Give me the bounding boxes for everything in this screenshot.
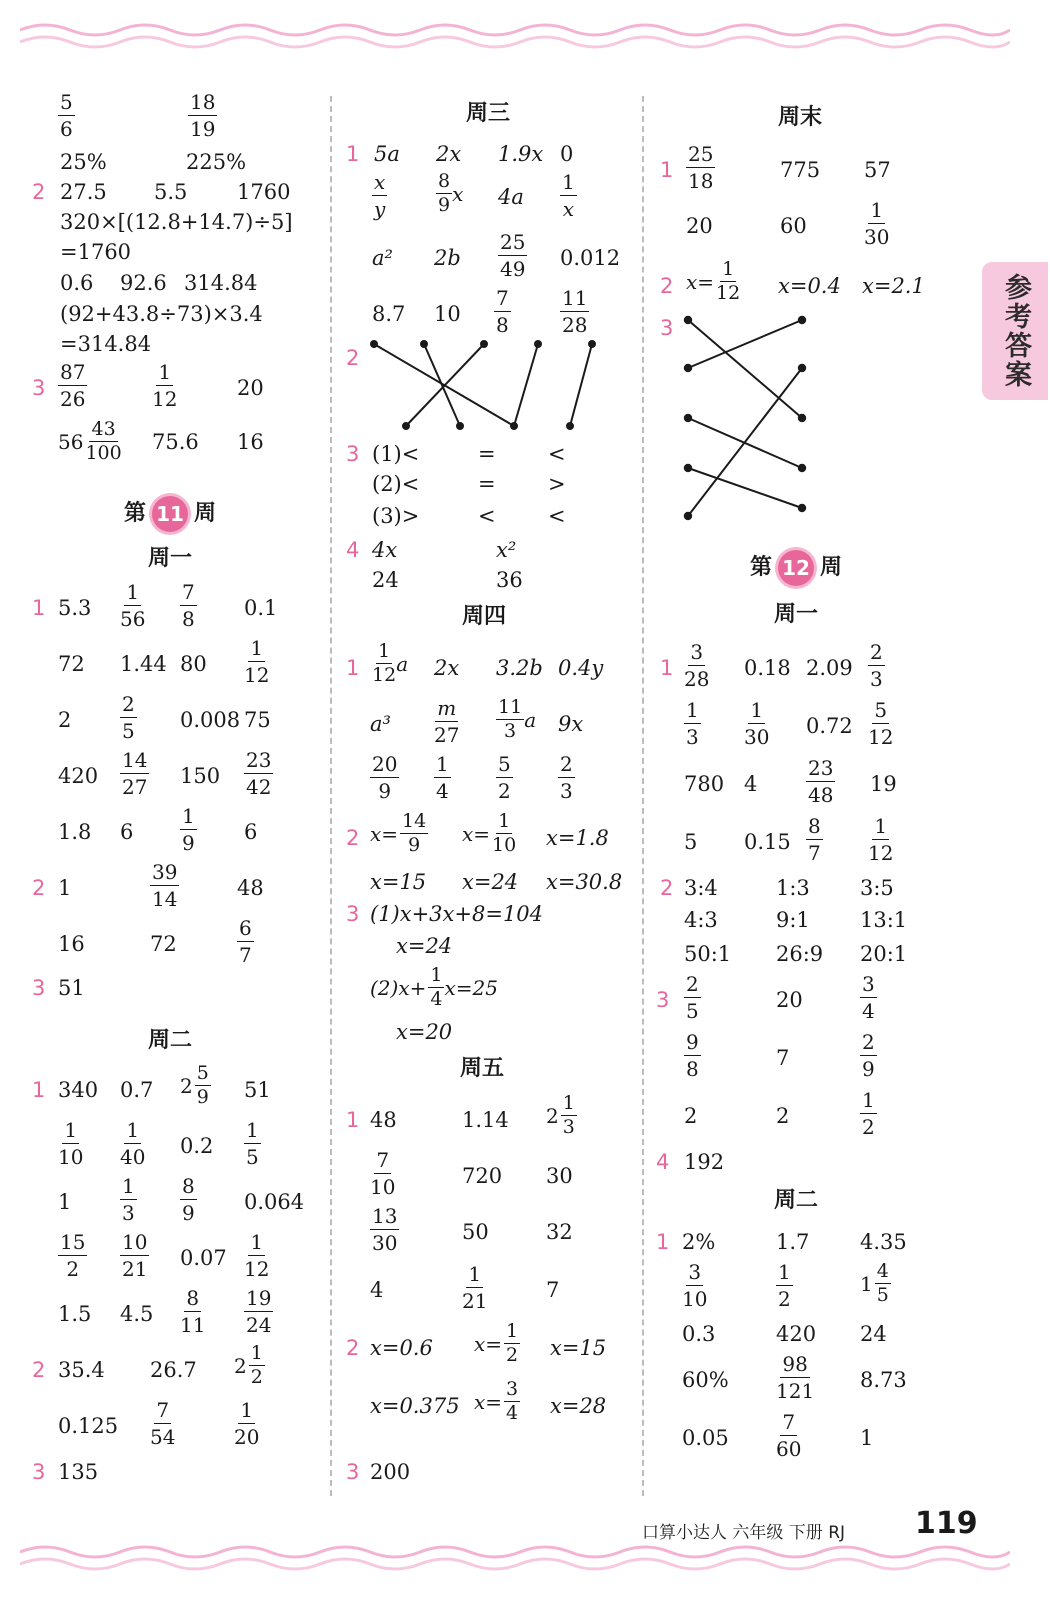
fraction: $\frac{1}{10}$ — [58, 1118, 84, 1169]
answer-value: 60 — [780, 214, 807, 238]
answer-value: x=0.6 — [370, 1336, 433, 1360]
fraction: $\frac{8}{9}$ — [182, 1174, 195, 1225]
matching-lines-wed — [364, 338, 604, 438]
fraction: $\frac{2}{3}$ — [870, 640, 883, 691]
question-number: 1 — [32, 596, 46, 620]
fraction: $\frac{87}{26}$ — [60, 360, 86, 411]
question-number: 3 — [32, 376, 46, 400]
answer-value: 0.15 — [744, 830, 791, 854]
answer-value: 7 — [776, 1046, 790, 1070]
question-number: 2 — [660, 876, 674, 900]
answer-value: 13:1 — [860, 908, 908, 932]
answer-value: 2 — [776, 1104, 790, 1128]
answer-value: 420 — [776, 1322, 817, 1346]
answer-value: 51 — [244, 1078, 271, 1102]
answer-value: 780 — [684, 772, 725, 796]
answer-value: 57 — [864, 158, 891, 182]
answer-value: 60% — [682, 1368, 729, 1392]
answer-value: 0.064 — [244, 1190, 305, 1214]
answer-value: 0.07 — [180, 1246, 227, 1270]
answer-value: 36 — [496, 568, 523, 592]
answers-side-tab — [982, 262, 1048, 400]
day-heading-wed: 周三 — [466, 101, 511, 126]
answer-value: 72 — [58, 652, 85, 676]
answer-value: 1 — [860, 1426, 874, 1450]
fraction: $\frac{8}{11}$ — [180, 1286, 206, 1337]
mixed-number: 56 $\frac{43}{100}$ — [58, 418, 122, 464]
answer-value: 7 — [546, 1278, 560, 1302]
fraction: $\frac{7}{60}$ — [776, 1410, 802, 1461]
answer-value: (3)> — [372, 504, 420, 528]
answer-expression: (92+43.8÷73)×3.4 — [60, 302, 263, 326]
answer-value: 10 — [434, 302, 461, 326]
answer-value: 27.5 — [60, 180, 107, 204]
question-number: 1 — [660, 656, 674, 680]
question-number: 3 — [346, 442, 360, 466]
week-badge: 11 — [152, 496, 188, 532]
fraction: $\frac{3}{28}$ — [684, 640, 710, 691]
answer-value: 200 — [370, 1460, 411, 1484]
answer-value: 75 — [244, 708, 271, 732]
equation-answer: (2)x+ $\frac{1}{4}$ x=25 — [370, 964, 498, 1010]
fraction: $\frac{5}{12}$ — [868, 698, 894, 749]
fraction: $\frac{1}{x}$ — [562, 170, 575, 221]
answer-value: x=2.1 — [862, 274, 925, 298]
answer-value: 5.5 — [154, 180, 188, 204]
answer-value: < — [548, 442, 566, 466]
fraction: $\frac{11}{28}$ — [562, 286, 588, 337]
question-number: 1 — [346, 142, 360, 166]
answer-value: 75.6 — [152, 430, 199, 454]
answer-value: 2b — [434, 246, 461, 270]
answer-value: 24 — [860, 1322, 887, 1346]
fraction: $\frac{3}{4}$ — [862, 972, 875, 1023]
answer-value: 50:1 — [684, 942, 732, 966]
question-number: 2 — [346, 346, 360, 370]
fraction: $\frac{1}{30}$ — [864, 198, 890, 249]
fraction: $\frac{2}{3}$ — [560, 752, 573, 803]
answer-value: 4x — [372, 538, 398, 562]
fraction: $\frac{5}{6}$ — [60, 90, 73, 141]
column-divider-2 — [642, 96, 644, 1496]
fraction: $\frac{1}{2}$ — [862, 1088, 875, 1139]
answer-value: 48 — [237, 876, 264, 900]
question-number: 2 — [32, 876, 46, 900]
fraction: $\frac{23}{48}$ — [808, 756, 834, 807]
fraction: $\frac{2}{5}$ — [122, 692, 135, 743]
fraction: $\frac{18}{19}$ — [190, 90, 216, 141]
day-heading-tue: 周二 — [774, 1188, 819, 1213]
answer-value: 0.18 — [744, 656, 791, 680]
answer-value: 9:1 — [776, 908, 810, 932]
fraction-with-variable: $\frac{1}{12}$ a — [372, 640, 409, 686]
book-footer-label: 口算小达人 六年级 下册 RJ — [642, 1523, 846, 1543]
fraction: $\frac{1}{5}$ — [246, 1118, 259, 1169]
answer-value: 35.4 — [58, 1358, 105, 1382]
fraction: $\frac{23}{42}$ — [246, 748, 272, 799]
answer-value: 150 — [180, 764, 221, 788]
answer-value: < — [478, 504, 496, 528]
fraction: $\frac{15}{2}$ — [60, 1230, 86, 1281]
question-number: 2 — [346, 1336, 360, 1360]
answer-value: 4:3 — [684, 908, 718, 932]
answer-value: 20 — [686, 214, 713, 238]
top-wave-border — [20, 18, 1010, 58]
question-number: 2 — [660, 274, 674, 298]
bottom-wave-border — [20, 1538, 1010, 1578]
answer-value: 1.5 — [58, 1302, 92, 1326]
answer-value: 9x — [558, 712, 584, 736]
answer-value: x=15 — [550, 1336, 607, 1360]
week-badge: 12 — [778, 550, 814, 586]
answer-value: 2% — [682, 1230, 716, 1254]
answer-value: 5 — [684, 830, 698, 854]
day-heading-mon: 周一 — [774, 602, 819, 627]
question-number: 2 — [346, 826, 360, 850]
answer-value: < — [548, 504, 566, 528]
question-number: 3 — [346, 1460, 360, 1484]
answer-value: 51 — [58, 976, 85, 1000]
equation-answer: x= $\frac{1}{2}$ — [474, 1320, 519, 1366]
fraction: $\frac{1}{9}$ — [182, 804, 195, 855]
week-12-heading: 第 12 周 — [750, 550, 842, 586]
answer-value: 1.14 — [462, 1108, 509, 1132]
answer-value: 0.7 — [120, 1078, 154, 1102]
answer-value: 80 — [180, 652, 207, 676]
equation-answer: x= $\frac{1}{12}$ — [686, 258, 741, 304]
question-number: 3 — [346, 902, 360, 926]
question-number: 1 — [660, 158, 674, 182]
fraction: $\frac{1}{20}$ — [234, 1398, 260, 1449]
fraction-with-variable: $\frac{11}{3}$ a — [498, 696, 537, 742]
answer-value: 1760 — [237, 180, 291, 204]
question-number: 4 — [656, 1150, 670, 1174]
mixed-number: 2 $\frac{5}{9}$ — [180, 1062, 209, 1108]
answer-value: > — [548, 472, 566, 496]
answer-value: 48 — [370, 1108, 397, 1132]
answer-value: 4 — [744, 772, 758, 796]
answer-value: 8.73 — [860, 1368, 907, 1392]
question-number: 3 — [660, 316, 674, 340]
answer-value: 0.3 — [682, 1322, 716, 1346]
answer-value: 24 — [372, 568, 399, 592]
fraction: $\frac{98}{121}$ — [776, 1352, 815, 1403]
answer-value: 25% — [60, 150, 107, 174]
fraction: $\frac{25}{49}$ — [500, 230, 526, 281]
fraction: $\frac{1}{40}$ — [120, 1118, 146, 1169]
answer-value: 775 — [780, 158, 821, 182]
answer-value: = — [478, 442, 496, 466]
answer-value: 0.012 — [560, 246, 621, 270]
question-number: 2 — [32, 1358, 46, 1382]
question-number: 1 — [346, 656, 360, 680]
fraction: $\frac{19}{24}$ — [246, 1286, 272, 1337]
answer-value: 0.1 — [244, 596, 278, 620]
day-heading-tue: 周二 — [148, 1028, 193, 1053]
answer-value: 1 — [58, 1190, 72, 1214]
answer-value: 0.4y — [558, 656, 604, 680]
fraction: $\frac{3}{10}$ — [682, 1260, 708, 1311]
day-heading-mon: 周一 — [148, 546, 193, 571]
fraction: $\frac{2}{5}$ — [686, 972, 699, 1023]
answer-value: 4.35 — [860, 1230, 907, 1254]
question-number: 3 — [32, 1460, 46, 1484]
answer-value: 20 — [237, 376, 264, 400]
equation-answer: x= $\frac{14}{9}$ — [370, 810, 427, 856]
answer-value: 192 — [684, 1150, 725, 1174]
answer-value: 16 — [58, 932, 85, 956]
answer-value: =1760 — [60, 240, 132, 264]
answer-value: x=0.375 — [370, 1394, 460, 1418]
answer-value: x=20 — [396, 1020, 453, 1044]
question-number: 1 — [32, 1078, 46, 1102]
question-number: 3 — [32, 976, 46, 1000]
fraction: $\frac{1}{4}$ — [436, 752, 449, 803]
fraction: $\frac{7}{8}$ — [496, 286, 509, 337]
side-tab-label: 参考答案 — [1000, 273, 1031, 389]
answer-value: a² — [372, 246, 393, 270]
fraction: $\frac{2}{9}$ — [862, 1030, 875, 1081]
answer-value: 0.05 — [682, 1426, 729, 1450]
answer-value: 135 — [58, 1460, 99, 1484]
fraction: $\frac{1}{2}$ — [778, 1260, 791, 1311]
fraction: $\frac{20}{9}$ — [372, 752, 398, 803]
answer-value: x=0.4 — [778, 274, 841, 298]
fraction: $\frac{39}{14}$ — [152, 860, 178, 911]
answer-expression: 320×[(12.8+14.7)÷5] — [60, 210, 293, 234]
answer-value: 26.7 — [150, 1358, 197, 1382]
fraction: $\frac{x}{y}$ — [373, 170, 386, 221]
mixed-number: 1 $\frac{4}{5}$ — [860, 1260, 889, 1306]
fraction: $\frac{1}{3}$ — [122, 1174, 135, 1225]
answer-value: 420 — [58, 764, 99, 788]
fraction: $\frac{1}{30}$ — [744, 698, 770, 749]
answer-value: x=28 — [550, 1394, 607, 1418]
fraction: $\frac{10}{21}$ — [122, 1230, 148, 1281]
answer-value: x² — [496, 538, 517, 562]
answer-value: 19 — [870, 772, 897, 796]
answer-value: 6 — [120, 820, 134, 844]
answer-value: x=24 — [396, 934, 453, 958]
answer-value: 0.008 — [180, 708, 241, 732]
answer-value: 5a — [374, 142, 400, 166]
matching-lines-weekend — [680, 312, 810, 522]
fraction: $\frac{25}{18}$ — [688, 142, 714, 193]
answer-value: 50 — [462, 1220, 489, 1244]
fraction: $\frac{1}{12}$ — [244, 636, 270, 687]
question-number: 4 — [346, 538, 360, 562]
answer-value: =314.84 — [60, 332, 152, 356]
answer-value: 20:1 — [860, 942, 908, 966]
answer-value: (1)< — [372, 442, 420, 466]
answer-value: 20 — [776, 988, 803, 1012]
answer-value: 26:9 — [776, 942, 824, 966]
answer-value: x=30.8 — [546, 870, 623, 894]
mixed-number: 2 $\frac{1}{3}$ — [546, 1092, 575, 1138]
question-number: 3 — [656, 988, 670, 1012]
answer-value: 92.6 — [120, 271, 167, 295]
answer-value: 4.5 — [120, 1302, 154, 1326]
answer-value: 2x — [434, 656, 460, 680]
day-heading-weekend: 周末 — [778, 105, 823, 130]
answer-value: a³ — [370, 712, 391, 736]
question-number: 2 — [32, 180, 46, 204]
fraction: $\frac{7}{54}$ — [150, 1398, 176, 1449]
answer-value: 4 — [370, 1278, 384, 1302]
question-number: 1 — [656, 1230, 670, 1254]
answer-value: 314.84 — [184, 271, 258, 295]
answer-value: 1:3 — [776, 876, 810, 900]
answer-value: 1 — [58, 876, 72, 900]
answer-value: 2 — [684, 1104, 698, 1128]
fraction: $\frac{8}{7}$ — [808, 814, 821, 865]
answer-value: 340 — [58, 1078, 99, 1102]
answer-value: 3.2b — [496, 656, 543, 680]
answer-value: 720 — [462, 1164, 503, 1188]
answer-value: 30 — [546, 1164, 573, 1188]
fraction: $\frac{6}{7}$ — [239, 916, 252, 967]
answer-value: 0.2 — [180, 1134, 214, 1158]
answer-value: (2)< — [372, 472, 420, 496]
answer-value: 3:5 — [860, 876, 894, 900]
answer-value: 1.7 — [776, 1230, 810, 1254]
fraction: $\frac{1}{56}$ — [120, 580, 146, 631]
answer-value: 2.09 — [806, 656, 853, 680]
answer-value: 0 — [560, 142, 574, 166]
week-11-heading: 第 11 周 — [124, 496, 216, 532]
answer-value: 4a — [498, 185, 524, 209]
fraction: $\frac{1}{12}$ — [868, 814, 894, 865]
answer-value: 16 — [237, 430, 264, 454]
answer-value: 0.125 — [58, 1414, 119, 1438]
fraction: $\frac{1}{12}$ — [152, 360, 178, 411]
fraction: $\frac{m}{27}$ — [434, 696, 460, 747]
question-number: 1 — [346, 1108, 360, 1132]
fraction: $\frac{1}{3}$ — [686, 698, 699, 749]
answer-value: 8.7 — [372, 302, 406, 326]
answer-value: 2 — [58, 708, 72, 732]
fraction-with-variable: $\frac{8}{9}$ x — [438, 170, 464, 216]
mixed-number: 2 $\frac{1}{2}$ — [234, 1342, 263, 1388]
answer-value: 1.44 — [120, 652, 167, 676]
page-number: 119 — [915, 1506, 978, 1541]
answer-value: 1.8 — [58, 820, 92, 844]
answer-value: 3:4 — [684, 876, 718, 900]
answer-value: x=24 — [462, 870, 519, 894]
answer-value: 225% — [186, 150, 247, 174]
day-heading-fri: 周五 — [460, 1056, 505, 1081]
answer-value: x=15 — [370, 870, 427, 894]
answer-value: 0.72 — [806, 714, 853, 738]
fraction: $\frac{1}{12}$ — [244, 1230, 270, 1281]
equation-answer: x= $\frac{1}{10}$ — [462, 810, 517, 856]
fraction: $\frac{13}{30}$ — [372, 1204, 398, 1255]
fraction: $\frac{7}{8}$ — [182, 580, 195, 631]
equation-answer: x= $\frac{3}{4}$ — [474, 1378, 519, 1424]
fraction: $\frac{14}{27}$ — [122, 748, 148, 799]
answer-value: 32 — [546, 1220, 573, 1244]
answer-value: x=1.8 — [546, 826, 609, 850]
fraction: $\frac{5}{2}$ — [498, 752, 511, 803]
fraction: $\frac{7}{10}$ — [370, 1148, 396, 1199]
answer-expression: (1)x+3x+8=104 — [370, 902, 544, 926]
fraction: $\frac{9}{8}$ — [686, 1030, 699, 1081]
answer-value: = — [478, 472, 496, 496]
column-divider-1 — [330, 96, 332, 1496]
answer-value: 6 — [244, 820, 258, 844]
answer-value: 1.9x — [498, 142, 544, 166]
answer-value: 2x — [436, 142, 462, 166]
answer-value: 5.3 — [58, 596, 92, 620]
fraction: $\frac{1}{21}$ — [462, 1262, 488, 1313]
answer-value: 72 — [150, 932, 177, 956]
answer-value: 0.6 — [60, 271, 94, 295]
day-heading-thu: 周四 — [462, 604, 507, 629]
